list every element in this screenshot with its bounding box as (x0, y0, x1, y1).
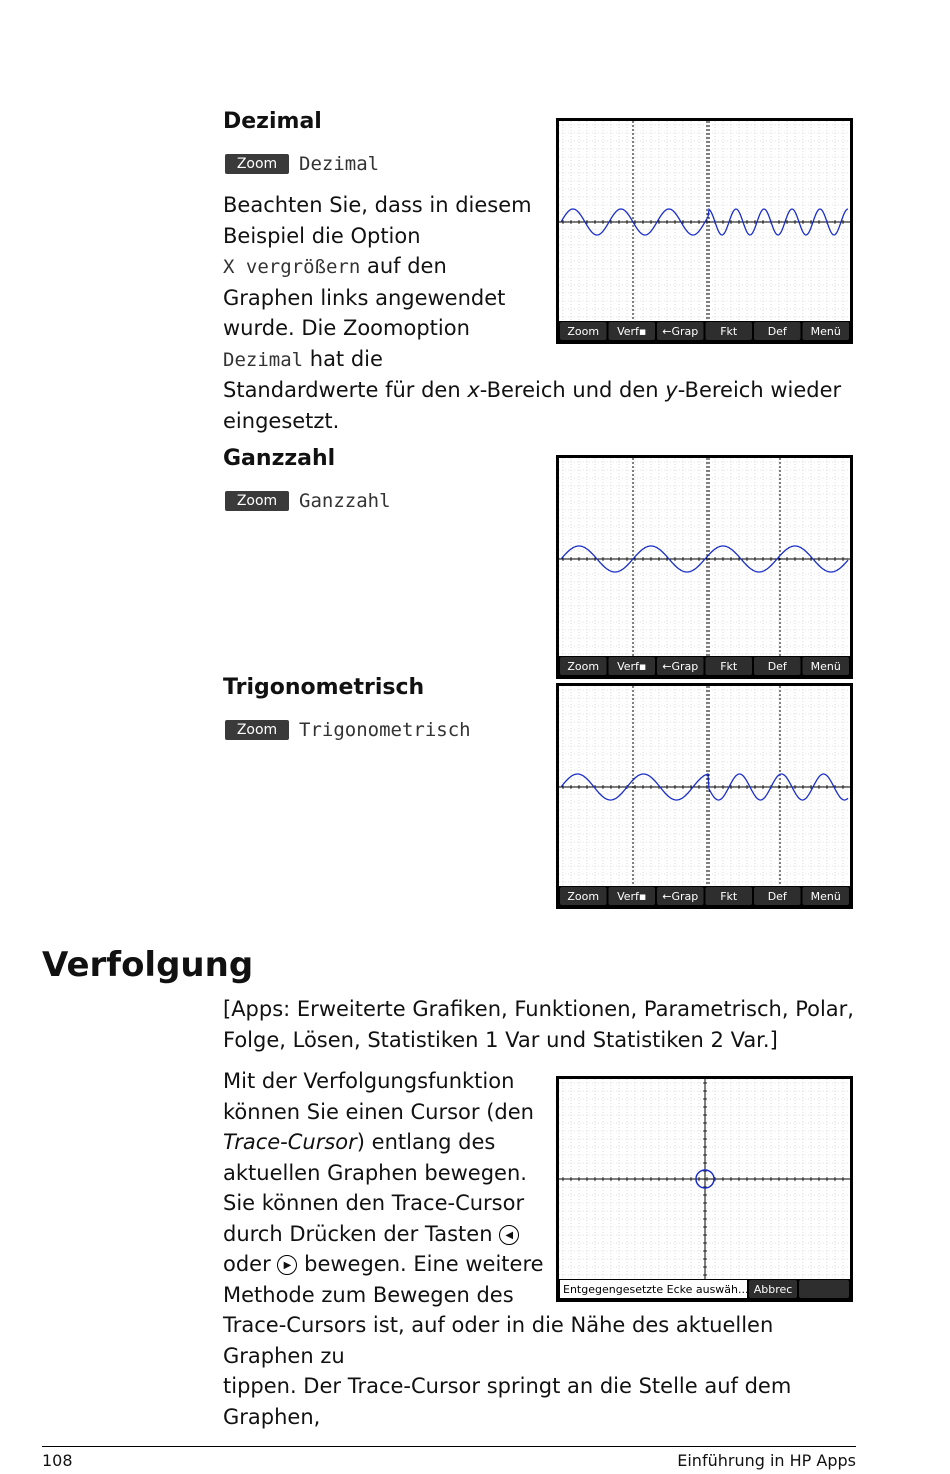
text-span: -Bereich wieder (677, 378, 842, 402)
empty-softkey (799, 1280, 849, 1298)
text-span: auf den (360, 254, 447, 278)
code-text: X vergrößern (223, 256, 361, 278)
softkey-label: Zoom (567, 890, 600, 903)
text-line: [Apps: Erweiterte Grafiken, Funktionen, Parametrisch, Polar, (223, 997, 854, 1021)
zoom-command-dezimal (225, 153, 379, 175)
code-text: Dezimal (223, 348, 304, 371)
screenshot-trigonometrisch (556, 683, 853, 909)
text-span: Trace-Cursor (223, 1130, 357, 1154)
left-arrow-key-icon: ◀ (499, 1225, 519, 1245)
command-text: Ganzzahl (299, 490, 391, 512)
softkey-label: ←Grap (662, 660, 699, 673)
text-line: Trace-Cursors ist, auf oder in die Nähe des aktuellen Graphen zu (223, 1313, 774, 1368)
zoom-key: Zoom (225, 154, 289, 174)
softkey-label: Fkt (720, 890, 738, 903)
text-line: Folge, Lösen, Statistiken 1 Var und Statistiken 2 Var.] (223, 1027, 778, 1052)
text-line: Mit der Verfolgungsfunktion (223, 1069, 515, 1093)
softkey-label: Def (767, 890, 787, 903)
page-number: 108 (42, 1451, 73, 1470)
text-line: eingesetzt. (223, 408, 340, 433)
softkey-label: Fkt (720, 660, 738, 673)
text-span: hat die (303, 346, 383, 371)
right-arrow-key-icon: ▶ (277, 1255, 297, 1275)
softkey-label: ←Grap (662, 325, 699, 338)
softkey-label: Verf▪ (617, 890, 647, 903)
softkey-label: ←Grap (662, 890, 699, 903)
softkey-bar (559, 886, 850, 906)
footer-rule (42, 1446, 856, 1447)
graph-screen (559, 121, 850, 341)
softkey-label: Zoom (567, 325, 600, 338)
text-span: y (665, 378, 678, 402)
graph-screen (559, 686, 850, 906)
status-message: Entgegengesetzte Ecke auswäh... (563, 1283, 749, 1296)
screenshot-trace (556, 1076, 853, 1302)
text-line (223, 344, 853, 376)
softkey-label: Menü (810, 660, 841, 673)
text-line: können Sie einen Cursor (den (223, 1099, 534, 1124)
text-line (223, 375, 853, 406)
zoom-key: Zoom (225, 720, 289, 740)
text-line: Methode zum Bewegen des (223, 1282, 514, 1307)
softkey-label: Verf▪ (617, 660, 647, 673)
command-text: Trigonometrisch (299, 719, 471, 741)
text-span: oder (223, 1252, 271, 1276)
text-line: tippen. Der Trace-Cursor springt an die Stelle auf dem Graphen, (223, 1374, 792, 1429)
screenshot-ganzzahl (556, 455, 853, 679)
text-line: Beachten Sie, dass in diesem (223, 193, 532, 217)
text-span: bewegen. Eine weitere (304, 1252, 544, 1276)
heading-dezimal: Dezimal (223, 109, 322, 134)
screenshot-dezimal (556, 118, 853, 344)
heading-verfolgung: Verfolgung (42, 945, 254, 985)
zoom-command-ganzzahl (225, 490, 391, 512)
command-text: Dezimal (299, 153, 380, 175)
trace-screen (559, 1079, 850, 1299)
softkey-label: Menü (810, 325, 841, 338)
softkey-label: Zoom (567, 660, 600, 673)
zoom-key: Zoom (225, 491, 289, 511)
text-line: Graphen links angewendet (223, 285, 506, 310)
text-span: -Bereich und den (479, 378, 666, 402)
text-line: Sie können den Trace-Cursor (223, 1191, 525, 1215)
softkey-label: Verf▪ (617, 325, 647, 338)
zoom-command-trigonometrisch (225, 719, 471, 741)
text-span: Standardwerte für den (223, 378, 468, 402)
text-line: aktuellen Graphen bewegen. (223, 1160, 527, 1185)
softkey-bar (559, 656, 850, 676)
trace-status-bar (559, 1279, 850, 1299)
text-line: wurde. Die Zoomoption (223, 316, 470, 340)
graph-screen (559, 458, 850, 676)
heading-trigonometrisch: Trigonometrisch (223, 675, 425, 700)
softkey-bar (559, 321, 850, 341)
text-line: Beispiel die Option (223, 223, 421, 248)
text-span: durch Drücken der Tasten (223, 1221, 493, 1246)
softkey-label: Fkt (720, 325, 738, 338)
heading-ganzzahl: Ganzzahl (223, 446, 336, 471)
cancel-softkey-label: Abbrec (753, 1283, 793, 1296)
softkey-label: Def (767, 660, 787, 673)
apps-note (223, 994, 863, 1055)
text-span: x (467, 378, 480, 402)
footer-title: Einführung in HP Apps (677, 1451, 856, 1470)
text-span: ) entlang des (356, 1130, 496, 1154)
softkey-label: Def (767, 325, 787, 338)
softkey-label: Menü (810, 890, 841, 903)
